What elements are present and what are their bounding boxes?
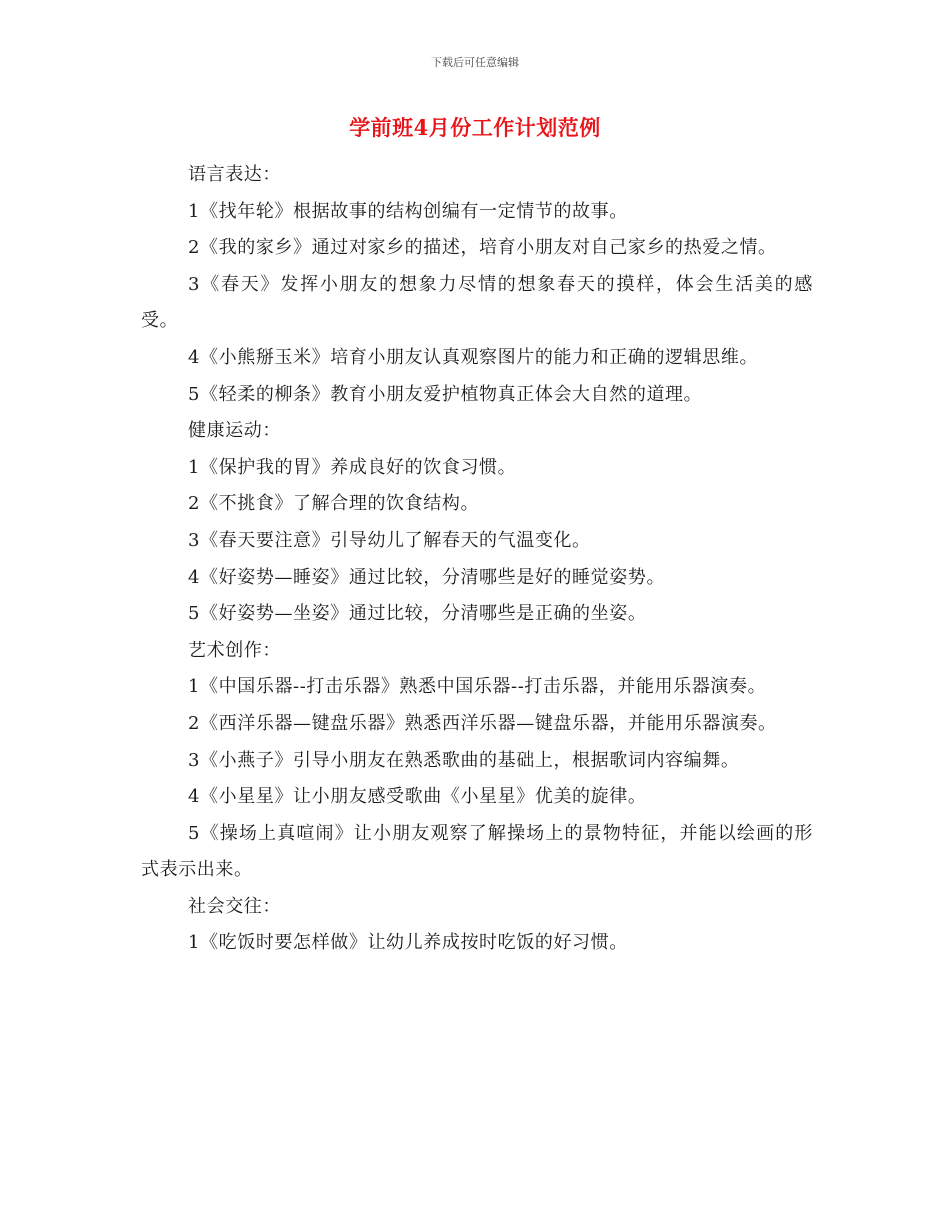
paragraph: 2《我的家乡》通过对家乡的描述，培育小朋友对自己家乡的热爱之情。 — [188, 237, 777, 259]
paragraph: 4《小星星》让小朋友感受歌曲《小星星》优美的旋律。 — [188, 786, 647, 808]
paragraph: 1《找年轮》根据故事的结构创编有一定情节的故事。 — [188, 200, 628, 222]
document-title: 学前班4月份工作计划范例 — [349, 115, 601, 140]
header-note: 下载后可任意编辑 — [431, 56, 519, 69]
section-heading-art: 艺术创作： — [188, 639, 281, 661]
section-heading-health: 健康运动： — [188, 420, 281, 442]
document-body — [141, 157, 813, 962]
paragraph: 3《春天》发挥小朋友的想象力尽情的想象春天的摸样，体会生活美的感受。 — [141, 273, 813, 332]
paragraph: 2《西洋乐器—键盘乐器》熟悉西洋乐器—键盘乐器，并能用乐器演奏。 — [188, 712, 777, 734]
paragraph: 2《不挑食》了解合理的饮食结构。 — [188, 493, 480, 515]
paragraph: 5《操场上真喧闹》让小朋友观察了解操场上的景物特征，并能以绘画的形式表示出来。 — [141, 822, 813, 881]
paragraph: 4《小熊掰玉米》培育小朋友认真观察图片的能力和正确的逻辑思维。 — [188, 346, 759, 368]
paragraph: 3《小燕子》引导小朋友在熟悉歌曲的基础上，根据歌词内容编舞。 — [188, 749, 740, 771]
paragraph: 1《吃饭时要怎样做》让幼儿养成按时吃饭的好习惯。 — [188, 932, 628, 954]
paragraph: 1《中国乐器--打击乐器》熟悉中国乐器--打击乐器，并能用乐器演奏。 — [188, 676, 767, 698]
section-heading-social: 社会交往： — [188, 895, 281, 917]
paragraph: 4《好姿势—睡姿》通过比较，分清哪些是好的睡觉姿势。 — [188, 566, 666, 588]
section-heading-language: 语言表达： — [188, 164, 281, 185]
paragraph: 3《春天要注意》引导幼儿了解春天的气温变化。 — [188, 529, 591, 551]
paragraph: 5《轻柔的柳条》教育小朋友爱护植物真正体会大自然的道理。 — [188, 383, 703, 405]
paragraph: 1《保护我的胃》养成良好的饮食习惯。 — [188, 456, 517, 478]
paragraph: 5《好姿势—坐姿》通过比较，分清哪些是正确的坐姿。 — [188, 603, 647, 625]
